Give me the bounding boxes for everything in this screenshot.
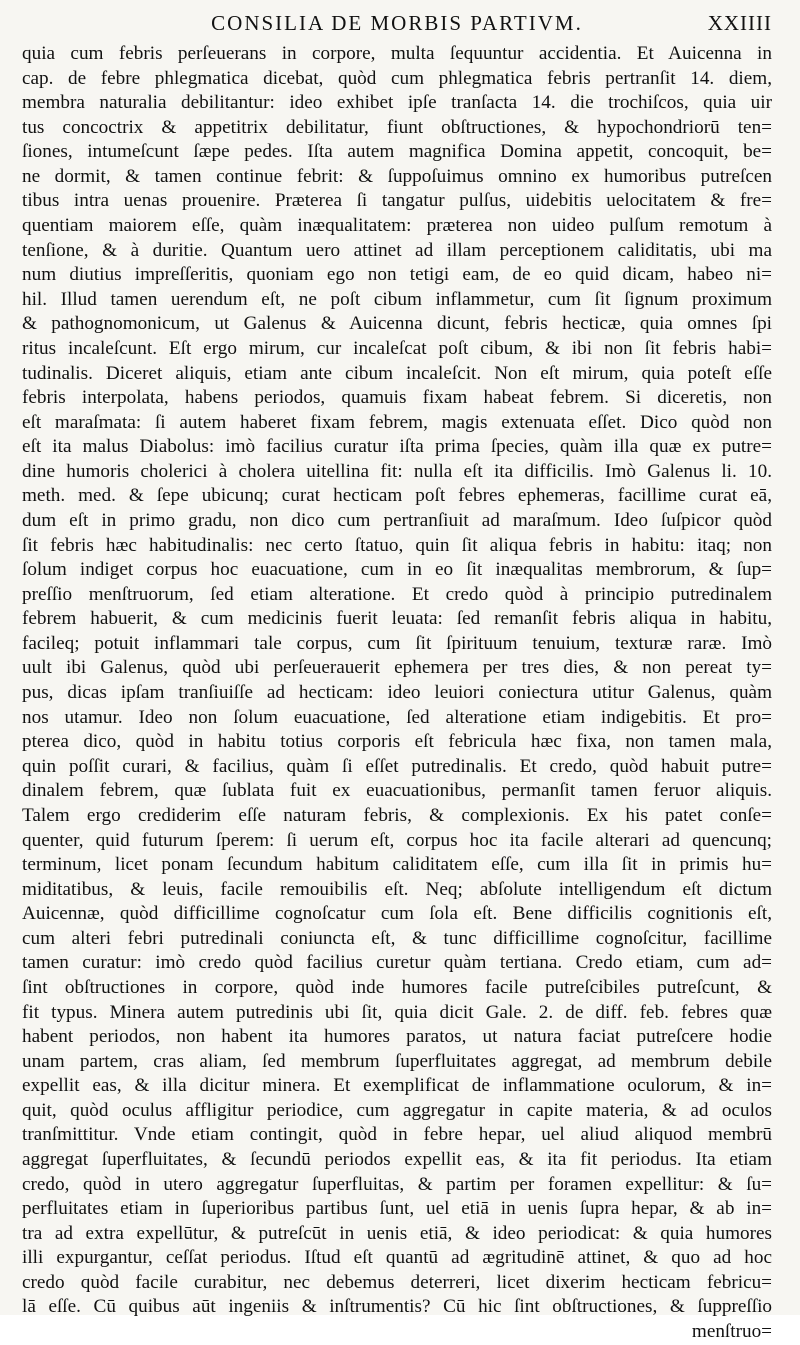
text-line: illi expurgantur, ceſſat periodus. Iſtud eſt quantū ad ægritudinē attinet, & quo ad hoc xyxy=(22,1247,772,1269)
folio-number: XXIIII xyxy=(707,11,772,35)
text-line: tibus intra uenas prouenire. Præterea ſi tangatur pulſus, uidebitis uelocitatem & fre= xyxy=(22,190,772,212)
text-line: Talem ergo crediderim eſſe naturam febris, & complexionis. Ex his patet conſe= xyxy=(22,804,772,826)
text-line: ſolum indiget corpus hoc euacuatione, cum in eo ſit inæqualitas membrorum, & ſup= xyxy=(22,559,772,581)
text-line: ſit febris hæc habitudinalis: nec certo ſtatuo, quin ſit aliqua febris in habitu: itaq; non xyxy=(22,534,772,556)
text-line: membra naturalia debilitantur: ideo exhibet ipſe tranſacta 14. die trochiſcos, quia uir xyxy=(22,92,772,114)
text-line: menſtruo= xyxy=(691,1321,772,1343)
text-line: ne dormit, & tamen continue febrit: & ſuppoſuimus omnino ex humoribus putreſcen xyxy=(22,165,772,187)
text-line: preſſio menſtruorum, ſed etiam alteratione. Et credo quòd à principio putredinalem xyxy=(22,583,772,605)
text-line: pus, dicas ipſam tranſiuiſſe ad hecticam: ideo leuiori coniectura utitur Galenus, quàm xyxy=(22,682,772,704)
text-line: tra ad extra expellūtur, & putreſcūt in uenis etiā, & ideo periodicat: & quia humores xyxy=(22,1222,772,1244)
text-line: quin poſſit curari, & facilius, quàm ſi eſſet putredinalis. Et credo, quòd habuit putre= xyxy=(22,755,772,777)
running-title: CONSILIA DE MORBIS PARTIVM. xyxy=(211,11,583,35)
text-line: febrem habuerit, & cum medicinis fuerit leuata: ſed remanſit febris aliqua in habitu, xyxy=(22,608,772,630)
text-line: facileq; potuit inflammari tale corpus, cum ſit ſpirituum tenuium, texturæ raræ. Imò xyxy=(22,632,772,654)
text-line: expellit eas, & illa dicitur minera. Et exemplificat de inflammatione oculorum, & in= xyxy=(22,1075,772,1097)
text-line: ſint obſtructiones in corpore, quòd inde humores facile putreſcibiles putreſcunt, & xyxy=(22,976,772,998)
text-line: eſt ita malus Diabolus: imò facilius curatur iſta prima ſpecies, quàm illa quæ ex putre= xyxy=(22,436,772,458)
text-line: cum alteri febri putredinali coniuncta eſt, & tunc difficillime cognoſcitur, facillime xyxy=(22,927,772,949)
text-line: credo, quòd in utero aggregatur ſuperfluitas, & partim per foramen expellitur: & ſu= xyxy=(22,1173,772,1195)
text-line: num diutius impreſſeritis, quoniam ego non tetigi eam, de eo quid dicam, habeo ni= xyxy=(22,264,772,286)
text-line: credo quòd facile curabitur, nec debemus deterreri, licet dixerim hecticam febricu= xyxy=(22,1271,772,1293)
running-header xyxy=(22,6,772,36)
text-line: unam partem, cras aliam, ſed membrum ſuperfluitates aggregat, ad membrum debile xyxy=(22,1050,772,1072)
text-line: cap. de febre phlegmatica dicebat, quòd cum phlegmatica febris pertranſit 14. diem, xyxy=(22,67,772,89)
text-line: febris interpolata, habens periodos, quamuis fixam habeat febrem. Si diceretis, non xyxy=(22,387,772,409)
text-line: quenter, quid futurum ſperem: ſi uerum eſt, corpus hoc ita facile alterari ad quencunq; xyxy=(22,829,772,851)
text-line: nos utamur. Ideo non ſolum euacuatione, ſed alteratione etiam indigebitis. Et pro= xyxy=(22,706,772,728)
text-line: tus concoctrix & appetitrix debilitatur, fiunt obſtructiones, & hypochondriorū ten= xyxy=(22,116,772,138)
text-line: perfluitates etiam in ſuperioribus partibus ſunt, uel etiā in uenis ſupra hepar, & ab in= xyxy=(22,1198,772,1220)
text-line: miditatibus, & leuis, facile remouibilis eſt. Neq; abſolute intelligendum eſt dictum xyxy=(22,878,772,900)
text-line: habent periodos, non habent ita humores paratos, ut natura faciat putreſcere hodie xyxy=(22,1026,772,1048)
text-line: dinalem febrem, quæ ſublata fuit ex euacuationibus, permanſit tamen feruor aliquis. xyxy=(22,780,772,802)
text-line: hil. Illud tamen uerendum eſt, ne poſt cibum inflammetur, cum ſit ſignum proximum xyxy=(22,288,772,310)
text-line: pterea dico, quòd in habitu totius corporis eſt febricula hæc fixa, non tamen mala, xyxy=(22,731,772,753)
text-line: quentiam maiorem eſſe, quàm inæqualitatem: præterea non uideo pulſum remotum à xyxy=(22,215,772,237)
text-line: terminum, licet ponam ſecundum habitum caliditatem eſſe, cum illa ſit in primis hu= xyxy=(22,854,772,876)
text-line: lā eſſe. Cū quibus aūt ingeniis & inſtrumentis? Cū hic ſint obſtructiones, & ſuppreſſio xyxy=(22,1296,772,1318)
text-line: tranſmittitur. Vnde etiam contingit, quòd in febre hepar, uel aliud aliquod membrū xyxy=(22,1124,772,1146)
text-line: & pathognomonicum, ut Galenus & Auicenna dicunt, febris hecticæ, quia omnes ſpi xyxy=(22,313,772,335)
text-line: Auicennæ, quòd difficillime cognoſcatur cum ſola eſt. Bene difficilis cognitionis eſt, xyxy=(22,903,772,925)
text-line: meth. med. & ſepe ubicunq; curat hecticam poſt febres ephemeras, facillime curat eā, xyxy=(22,485,772,507)
text-line: dum eſt in primo gradu, non dico cum pertranſiuit ad maraſmum. Ideo ſuſpicor quòd xyxy=(22,509,772,531)
text-line: fit typus. Minera autem putredinis ubi ſit, quia dicit Gale. 2. de diff. feb. febres quæ xyxy=(22,1001,772,1023)
text-line: quit, quòd oculus affligitur periodice, cum aggregatur in capite materia, & ad oculos xyxy=(22,1099,772,1121)
text-line: tamen curatur: imò credo quòd facilius curetur quàm tertiana. Credo etiam, cum ad= xyxy=(22,952,772,974)
text-line: eſt maraſmata: ſi autem haberet fixam febrem, magis extenuata eſſet. Dico quòd non xyxy=(22,411,772,433)
text-line: quia cum febris perſeuerans in corpore, multa ſequuntur accidentia. Et Auicenna in xyxy=(22,43,772,64)
text-line: uult ibi Galenus, quòd ubi perſeuerauerit ephemera per tres dies, & non pereat ty= xyxy=(22,657,772,679)
text-line: dine humoris cholerici à cholera uitellina fit: nulla eſt ita difficilis. Imò Galenus li. 10. xyxy=(22,460,772,482)
text-line: ſiones, intumeſcunt ſæpe pedes. Iſta autem magnifica Domina appetit, concoquit, be= xyxy=(22,141,772,163)
text-line: tudinalis. Diceret aliquis, etiam ante cibum incaleſcit. Non eſt mirum, quia poteſt eſſe xyxy=(22,362,772,384)
text-line: aggregat ſuperfluitates, & ſecundū periodos expellit eas, & ita fit periodus. Ita etiam xyxy=(22,1149,772,1171)
text-line: tenſione, & à duritie. Quantum uero attinet ad illam perceptionem caliditatis, ubi ma xyxy=(22,239,772,261)
body-text xyxy=(22,42,772,1345)
text-line: ritus incaleſcunt. Eſt ergo mirum, cur incaleſcat poſt cibum, & ibi non ſit febris habi= xyxy=(22,337,772,359)
